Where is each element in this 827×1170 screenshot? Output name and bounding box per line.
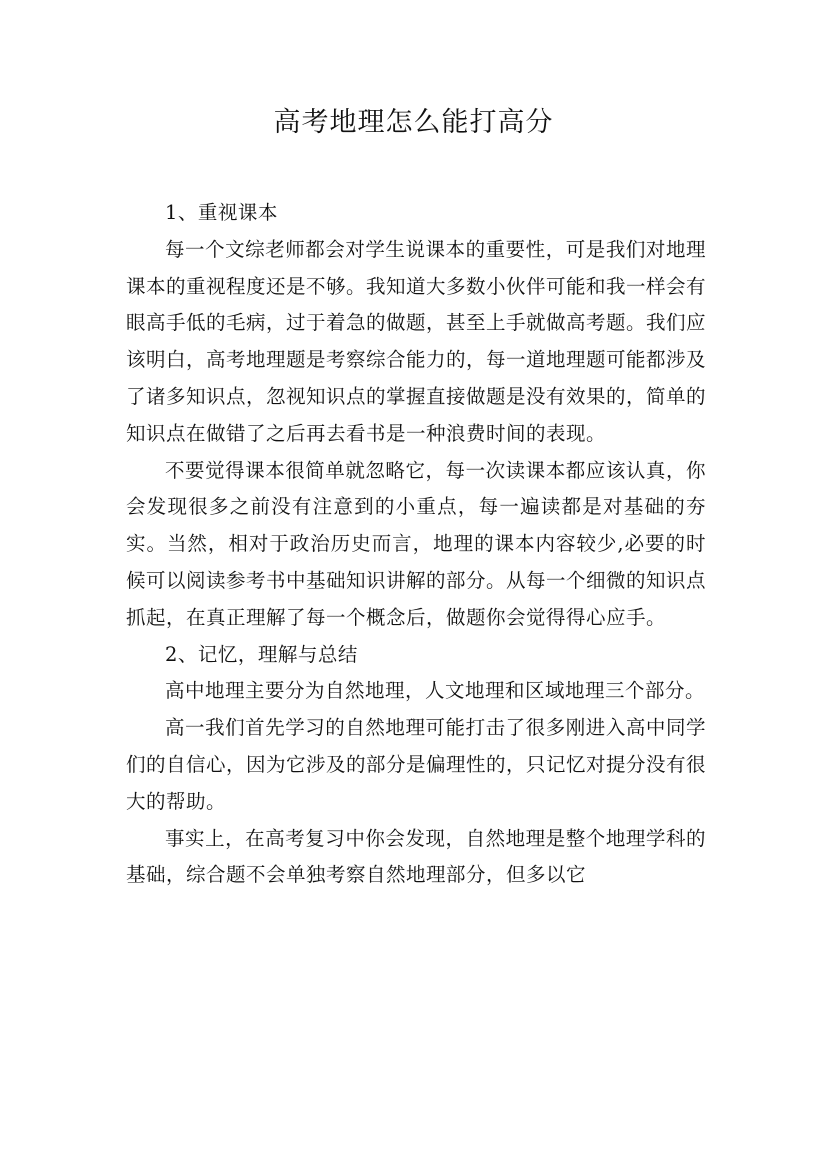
paragraph: 高一我们首先学习的自然地理可能打击了很多刚进入高中同学们的自信心，因为它涉及的部分是偏理性的，只记忆对提分没有很大的帮助。 <box>126 716 707 813</box>
paragraph: 高中地理主要分为自然地理，人文地理和区域地理三个部分。 <box>165 679 706 703</box>
paragraph: 事实上，在高考复习中你会发现，自然地理是整个地理学科的基础，综合题不会单独考察自然地理部分，但多以它 <box>126 826 706 887</box>
paragraph: 每一个文综老师都会对学生说课本的重要性，可是我们对地理课本的重视程度还是不够。我知道大多数小伙伴可能和我一样会有眼高手低的毛病，过于着急的做题，甚至上手就做高考题。我们应该明白，高考地理题是考察综合能力的，每一道地理题可能都涉及了诸多知识点，忽视知识点的掌握直接做题是没有效果的，简单的知识点在做错了之后再去看书是一种浪费时间的表现。 <box>126 237 707 445</box>
section-heading-1: 1、重视课本 <box>165 201 278 224</box>
paragraph: 不要觉得课本很简单就忽略它，每一次读课本都应该认真，你会发现很多之前没有注意到的小重点，每一遍读都是对基础的夯实。当然，相对于政治历史而言，地理的课本内容较少,必要的时候可以阅读参考书中基础知识讲解的部分。从每一个细微的知识点抓起，在真正理解了每一个概念后，做题你会觉得得心应手。 <box>126 458 707 629</box>
document-title: 高考地理怎么能打高分 <box>273 107 554 138</box>
section-heading-2: 2、记忆，理解与总结 <box>165 642 358 666</box>
document-body <box>126 195 706 894</box>
